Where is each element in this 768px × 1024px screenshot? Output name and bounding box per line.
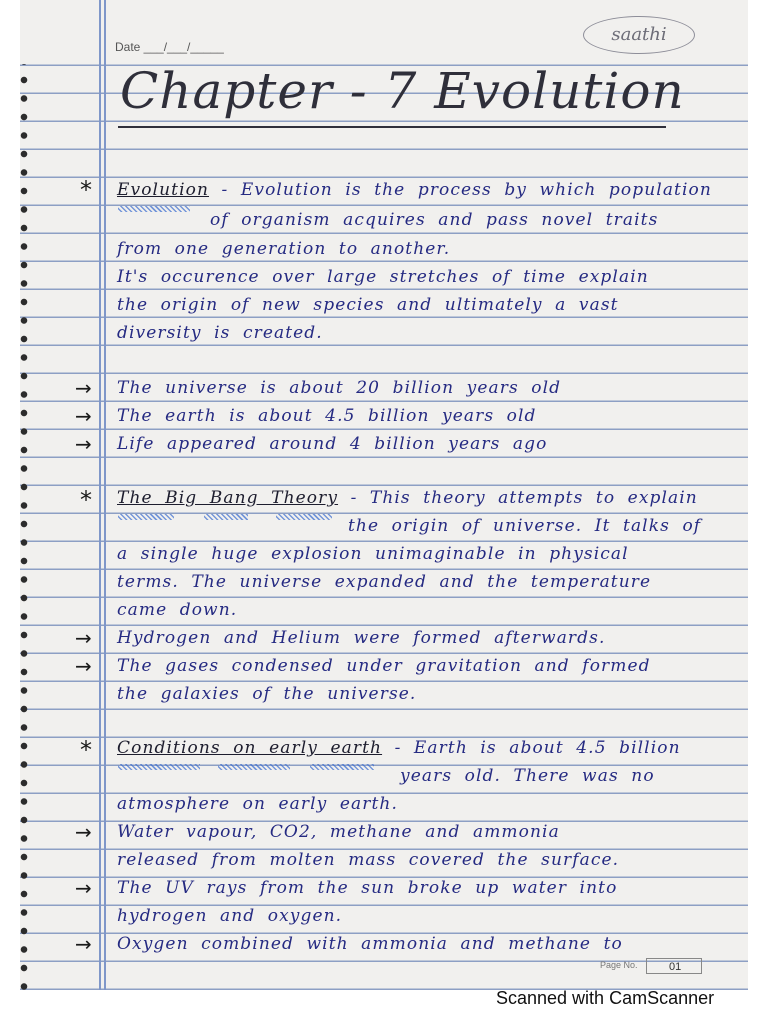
text-line: years old. There was no [400,766,655,786]
text-line: the origin of universe. It talks of [348,516,702,536]
page-number-label: Page No. [600,960,638,970]
text-line: the galaxies of the universe. [117,684,417,704]
margin-line [99,0,101,990]
arrow-bullet: → [75,432,92,456]
page-title: Chapter - 7 Evolution [120,62,685,120]
text-line: Oxygen combined with ammonia and methane to [117,934,623,954]
scanner-watermark: Scanned with CamScanner [496,988,715,1008]
text-line: of organism acquires and pass novel traits [210,210,659,230]
text-line: - Evolution is the process by which population [209,180,712,200]
text-line: came down. [117,600,238,620]
section-line-early-earth [117,738,681,758]
wavy-underline [276,514,332,520]
margin-line [104,0,106,990]
arrow-bullet: → [75,820,92,844]
arrow-bullet: → [75,626,92,650]
section-heading: The Big Bang Theory [117,488,339,508]
wavy-underline [218,764,290,770]
text-line: terms. The universe expanded and the temperature [117,572,652,592]
asterisk-bullet: * [80,486,92,514]
section-line-big-bang [117,488,698,508]
text-line: - Earth is about 4.5 billion [382,738,681,758]
text-line: hydrogen and oxygen. [117,906,343,926]
arrow-bullet: → [75,876,92,900]
text-line: from one generation to another. [117,239,451,259]
text-line: - This theory attempts to explain [350,488,698,508]
text-line: It's occurence over large stretches of time explain [117,267,649,287]
wavy-underline [118,206,190,212]
text-line: Water vapour, CO2, methane and ammonia [117,822,560,842]
wavy-underline [204,514,248,520]
notebook-page [20,0,748,990]
section-heading: Conditions on early earth [117,738,383,758]
text-line: The gases condensed under gravitation and formed [117,656,651,676]
arrow-bullet: → [75,404,92,428]
asterisk-bullet: * [80,736,92,764]
text-line: Hydrogen and Helium were formed afterwards. [117,628,606,648]
text-line: a single huge explosion unimaginable in physical [117,544,629,564]
text-line: The universe is about 20 billion years old [117,378,562,398]
text-line: the origin of new species and ultimately a vast [117,295,619,315]
section-line-evolution [117,180,712,200]
wavy-underline [118,514,174,520]
page-number: 01 [646,958,702,974]
text-line: The earth is about 4.5 billion years old [117,406,537,426]
wavy-underline [118,764,200,770]
section-heading: Evolution [117,180,209,200]
arrow-bullet: → [75,654,92,678]
brand-logo: saathi [583,16,695,54]
arrow-bullet: → [75,376,92,400]
text-line: released from molten mass covered the surface. [117,850,620,870]
asterisk-bullet: * [80,176,92,204]
wavy-underline [310,764,374,770]
spiral-binding [20,0,28,990]
text-line: diversity is created. [117,323,323,343]
title-underline [118,126,666,128]
arrow-bullet: → [75,932,92,956]
text-line: atmosphere on early earth. [117,794,398,814]
text-line: The UV rays from the sun broke up water into [117,878,618,898]
text-line: Life appeared around 4 billion years ago [117,434,548,454]
date-label: Date ___/___/_____ [115,40,224,54]
